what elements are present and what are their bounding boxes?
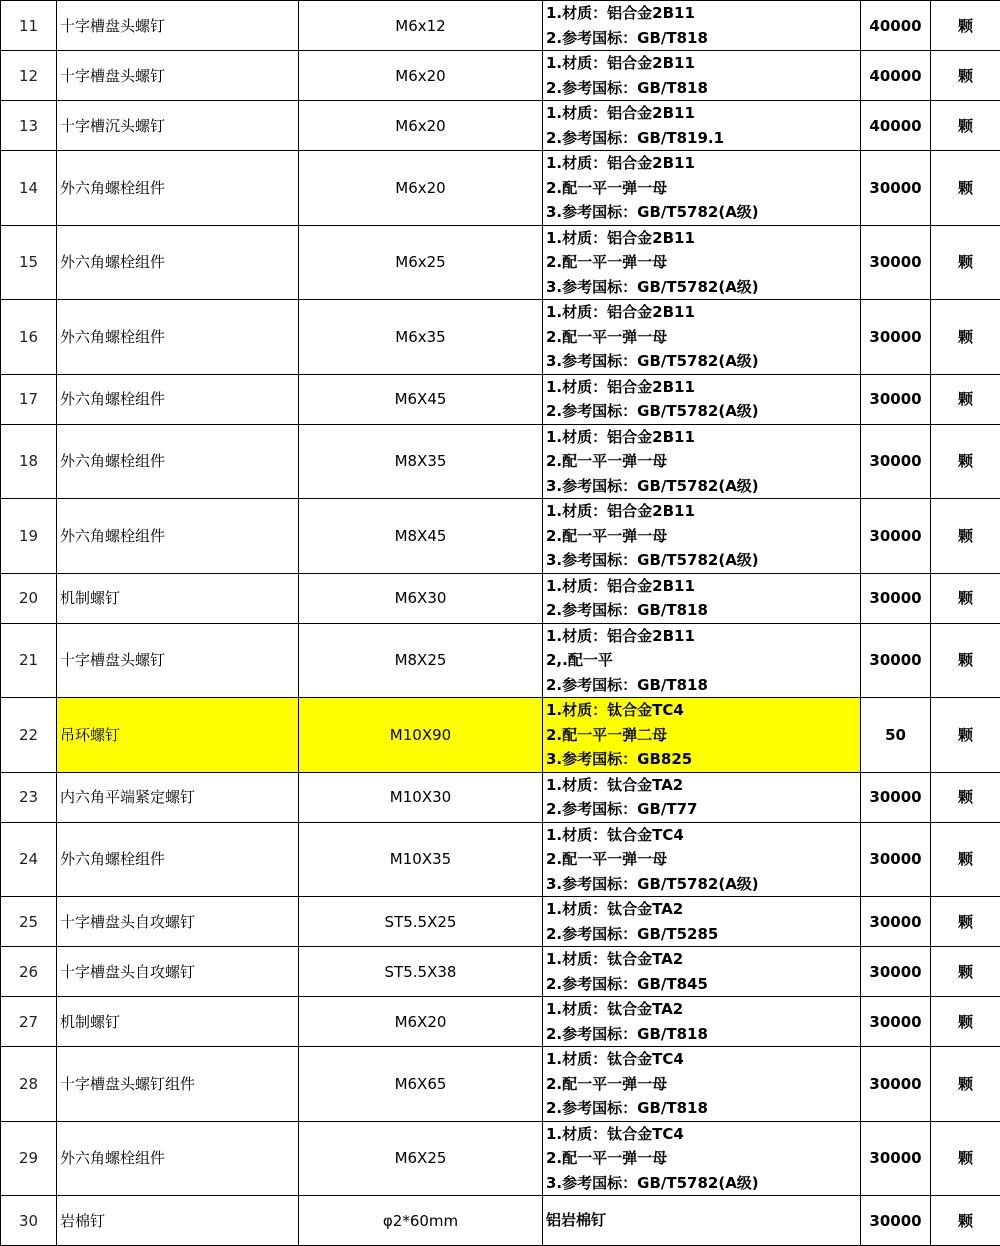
description-line: 2.配一平一弹一母	[546, 325, 857, 350]
row-number-cell[interactable]: 29	[1, 1121, 57, 1196]
item-name-cell[interactable]: 外六角螺栓组件	[57, 424, 299, 499]
description-line: 1.材质：铝合金2B11	[546, 624, 857, 649]
spec-cell[interactable]: M6X45	[299, 374, 543, 424]
quantity-cell[interactable]: 40000	[861, 1, 931, 51]
quantity-cell[interactable]: 30000	[861, 1047, 931, 1122]
item-name-cell[interactable]: 十字槽盘头螺钉	[57, 1, 299, 51]
unit-cell[interactable]: 颗	[931, 623, 1000, 698]
row-number-cell[interactable]: 26	[1, 947, 57, 997]
description-cell[interactable]	[543, 772, 861, 822]
quantity-cell[interactable]: 40000	[861, 101, 931, 151]
unit-cell[interactable]: 颗	[931, 772, 1000, 822]
row-number-cell[interactable]: 20	[1, 573, 57, 623]
item-name-cell[interactable]: 十字槽盘头自攻螺钉	[57, 947, 299, 997]
item-name-cell[interactable]: 机制螺钉	[57, 997, 299, 1047]
item-name-cell[interactable]: 十字槽盘头自攻螺钉	[57, 897, 299, 947]
table-row	[1, 151, 1000, 226]
description-line: 2.配一平一弹一母	[546, 847, 857, 872]
quantity-cell[interactable]: 30000	[861, 374, 931, 424]
row-number-cell[interactable]: 25	[1, 897, 57, 947]
description-cell[interactable]	[543, 1047, 861, 1122]
spec-cell[interactable]: M10X35	[299, 822, 543, 897]
quantity-cell[interactable]: 30000	[861, 1196, 931, 1246]
item-name-cell[interactable]: 外六角螺栓组件	[57, 374, 299, 424]
description-line: 2.参考国标：GB/T845	[546, 972, 857, 997]
spec-cell[interactable]: M6X65	[299, 1047, 543, 1122]
table-body	[1, 1, 1000, 1246]
unit-cell[interactable]: 颗	[931, 1121, 1000, 1196]
item-name-cell[interactable]: 内六角平端紧定螺钉	[57, 772, 299, 822]
quantity-cell[interactable]: 30000	[861, 424, 931, 499]
description-line: 1.材质：铝合金2B11	[546, 375, 857, 400]
row-number-cell[interactable]: 15	[1, 225, 57, 300]
description-cell[interactable]	[543, 822, 861, 897]
unit-cell[interactable]: 颗	[931, 897, 1000, 947]
description-line: 3.参考国标：GB/T5782(A级)	[546, 872, 857, 897]
item-name-cell[interactable]: 外六角螺栓组件	[57, 499, 299, 574]
unit-cell[interactable]: 颗	[931, 151, 1000, 226]
table-row	[1, 225, 1000, 300]
unit-cell[interactable]: 颗	[931, 1196, 1000, 1246]
description-cell[interactable]	[543, 424, 861, 499]
unit-cell[interactable]: 颗	[931, 698, 1000, 773]
description-cell[interactable]	[543, 897, 861, 947]
description-cell[interactable]	[543, 151, 861, 226]
unit-cell[interactable]: 颗	[931, 499, 1000, 574]
description-line: 1.材质：钛合金TC4	[546, 823, 857, 848]
table-row	[1, 424, 1000, 499]
unit-cell[interactable]: 颗	[931, 1, 1000, 51]
description-line: 1.材质：铝合金2B11	[546, 101, 857, 126]
description-line: 3.参考国标：GB/T5782(A级)	[546, 1171, 857, 1196]
description-line: 2.配一平一弹一母	[546, 524, 857, 549]
description-line: 3.参考国标：GB/T5782(A级)	[546, 349, 857, 374]
table-row	[1, 623, 1000, 698]
spec-cell[interactable]: M8X25	[299, 623, 543, 698]
spec-cell[interactable]: M8X45	[299, 499, 543, 574]
table-row	[1, 499, 1000, 574]
row-number-cell[interactable]: 19	[1, 499, 57, 574]
table-row	[1, 300, 1000, 375]
quantity-cell[interactable]: 30000	[861, 573, 931, 623]
description-cell[interactable]	[543, 499, 861, 574]
item-name-cell[interactable]: 外六角螺栓组件	[57, 1121, 299, 1196]
item-name-cell[interactable]: 岩棉钉	[57, 1196, 299, 1246]
table-row	[1, 997, 1000, 1047]
description-line: 3.参考国标：GB/T5782(A级)	[546, 200, 857, 225]
spec-cell[interactable]: M10X30	[299, 772, 543, 822]
row-number-cell[interactable]: 28	[1, 1047, 57, 1122]
quantity-cell[interactable]: 30000	[861, 947, 931, 997]
description-line: 1.材质：钛合金TC4	[546, 1047, 857, 1072]
unit-cell[interactable]: 颗	[931, 101, 1000, 151]
table-row	[1, 374, 1000, 424]
description-line: 2.配一平一弹一母	[546, 176, 857, 201]
quantity-cell[interactable]: 30000	[861, 997, 931, 1047]
row-number-cell[interactable]: 17	[1, 374, 57, 424]
description-line: 1.材质：钛合金TC4	[546, 1122, 857, 1147]
description-line: 3.参考国标：GB/T5782(A级)	[546, 474, 857, 499]
item-name-cell[interactable]: 十字槽沉头螺钉	[57, 101, 299, 151]
description-cell[interactable]	[543, 573, 861, 623]
description-cell[interactable]	[543, 698, 861, 773]
description-cell[interactable]	[543, 374, 861, 424]
spec-cell[interactable]: M6X30	[299, 573, 543, 623]
description-cell[interactable]	[543, 623, 861, 698]
unit-cell[interactable]: 颗	[931, 374, 1000, 424]
spec-cell[interactable]: M10X90	[299, 698, 543, 773]
description-line: 2,.配一平	[546, 648, 857, 673]
quantity-cell[interactable]: 30000	[861, 772, 931, 822]
table-row	[1, 772, 1000, 822]
quantity-cell[interactable]: 30000	[861, 822, 931, 897]
unit-cell[interactable]: 颗	[931, 947, 1000, 997]
item-name-cell[interactable]: 外六角螺栓组件	[57, 225, 299, 300]
item-name-cell[interactable]: 外六角螺栓组件	[57, 300, 299, 375]
description-line: 2.配一平一弹一母	[546, 250, 857, 275]
item-name-cell[interactable]: 十字槽盘头螺钉	[57, 623, 299, 698]
item-name-cell[interactable]: 机制螺钉	[57, 573, 299, 623]
item-name-cell[interactable]: 外六角螺栓组件	[57, 151, 299, 226]
description-line: 1.材质：钛合金TA2	[546, 947, 857, 972]
description-cell[interactable]	[543, 1121, 861, 1196]
table-row	[1, 1121, 1000, 1196]
row-number-cell[interactable]: 23	[1, 772, 57, 822]
row-number-cell[interactable]: 24	[1, 822, 57, 897]
table-row	[1, 573, 1000, 623]
spec-cell[interactable]: M8X35	[299, 424, 543, 499]
description-cell[interactable]	[543, 1, 861, 51]
description-line: 1.材质：钛合金TA2	[546, 773, 857, 798]
item-name-cell[interactable]: 外六角螺栓组件	[57, 822, 299, 897]
description-line: 2.配一平一弹一母	[546, 1146, 857, 1171]
row-number-cell[interactable]: 14	[1, 151, 57, 226]
description-line: 2.参考国标：GB/T5285	[546, 922, 857, 947]
description-line: 1.材质：铝合金2B11	[546, 425, 857, 450]
unit-cell[interactable]: 颗	[931, 573, 1000, 623]
unit-cell[interactable]: 颗	[931, 225, 1000, 300]
spec-cell[interactable]: M6x25	[299, 225, 543, 300]
description-line: 铝岩棉钉	[546, 1208, 857, 1233]
description-line: 2.参考国标：GB/T818	[546, 76, 857, 101]
description-cell[interactable]	[543, 225, 861, 300]
description-line: 1.材质：铝合金2B11	[546, 574, 857, 599]
description-line: 1.材质：钛合金TC4	[546, 698, 857, 723]
table-row	[1, 897, 1000, 947]
description-cell[interactable]	[543, 101, 861, 151]
table-row	[1, 1, 1000, 51]
item-name-cell[interactable]: 吊环螺钉	[57, 698, 299, 773]
quantity-cell[interactable]: 30000	[861, 499, 931, 574]
item-name-cell[interactable]: 十字槽盘头螺钉组件	[57, 1047, 299, 1122]
quantity-cell[interactable]: 30000	[861, 1121, 931, 1196]
description-line: 1.材质：铝合金2B11	[546, 51, 857, 76]
description-cell[interactable]	[543, 1196, 861, 1246]
quantity-cell[interactable]: 30000	[861, 623, 931, 698]
description-line: 2.参考国标：GB/T5782(A级)	[546, 399, 857, 424]
row-number-cell[interactable]: 11	[1, 1, 57, 51]
table-row	[1, 51, 1000, 101]
description-line: 1.材质：钛合金TA2	[546, 997, 857, 1022]
description-cell[interactable]	[543, 947, 861, 997]
row-number-cell[interactable]: 21	[1, 623, 57, 698]
unit-cell[interactable]: 颗	[931, 822, 1000, 897]
spec-cell[interactable]: M6x20	[299, 51, 543, 101]
row-number-cell[interactable]: 12	[1, 51, 57, 101]
description-line: 1.材质：铝合金2B11	[546, 151, 857, 176]
description-line: 2.参考国标：GB/T77	[546, 797, 857, 822]
description-line: 3.参考国标：GB/T5782(A级)	[546, 275, 857, 300]
spec-cell[interactable]: M6x20	[299, 151, 543, 226]
description-line: 2.参考国标：GB/T819.1	[546, 126, 857, 151]
spec-cell[interactable]: φ2*60mm	[299, 1196, 543, 1246]
spec-cell[interactable]: ST5.5X38	[299, 947, 543, 997]
description-line: 1.材质：铝合金2B11	[546, 499, 857, 524]
quantity-cell[interactable]: 30000	[861, 151, 931, 226]
row-number-cell[interactable]: 13	[1, 101, 57, 151]
unit-cell[interactable]: 颗	[931, 1047, 1000, 1122]
description-line: 2.参考国标：GB/T818	[546, 673, 857, 698]
quantity-cell[interactable]: 30000	[861, 300, 931, 375]
description-cell[interactable]	[543, 997, 861, 1047]
row-number-cell[interactable]: 30	[1, 1196, 57, 1246]
description-line: 1.材质：钛合金TA2	[546, 897, 857, 922]
table-row	[1, 698, 1000, 773]
spec-cell[interactable]: ST5.5X25	[299, 897, 543, 947]
unit-cell[interactable]: 颗	[931, 300, 1000, 375]
row-number-cell[interactable]: 27	[1, 997, 57, 1047]
description-line: 3.参考国标：GB/T5782(A级)	[546, 548, 857, 573]
row-number-cell[interactable]: 18	[1, 424, 57, 499]
description-line: 2.配一平一弹二母	[546, 723, 857, 748]
description-line: 2.配一平一弹一母	[546, 449, 857, 474]
description-cell[interactable]	[543, 51, 861, 101]
spec-cell[interactable]: M6x20	[299, 101, 543, 151]
row-number-cell[interactable]: 22	[1, 698, 57, 773]
description-line: 2.参考国标：GB/T818	[546, 598, 857, 623]
spec-cell[interactable]: M6X20	[299, 997, 543, 1047]
description-cell[interactable]	[543, 300, 861, 375]
description-line: 1.材质：铝合金2B11	[546, 300, 857, 325]
table-row	[1, 1196, 1000, 1246]
spec-cell[interactable]: M6x35	[299, 300, 543, 375]
description-line: 1.材质：铝合金2B11	[546, 1, 857, 26]
quantity-cell[interactable]: 30000	[861, 897, 931, 947]
table-row	[1, 1047, 1000, 1122]
quantity-cell[interactable]: 40000	[861, 51, 931, 101]
table-row	[1, 101, 1000, 151]
description-line: 1.材质：铝合金2B11	[546, 226, 857, 251]
table-row	[1, 947, 1000, 997]
description-line: 2.参考国标：GB/T818	[546, 26, 857, 51]
quantity-cell[interactable]: 30000	[861, 225, 931, 300]
spec-cell[interactable]: M6x12	[299, 1, 543, 51]
table-row	[1, 822, 1000, 897]
description-line: 2.参考国标：GB/T818	[546, 1096, 857, 1121]
item-name-cell[interactable]: 十字槽盘头螺钉	[57, 51, 299, 101]
unit-cell[interactable]: 颗	[931, 997, 1000, 1047]
description-line: 3.参考国标：GB825	[546, 747, 857, 772]
unit-cell[interactable]: 颗	[931, 424, 1000, 499]
spec-cell[interactable]: M6X25	[299, 1121, 543, 1196]
quantity-cell[interactable]: 50	[861, 698, 931, 773]
description-line: 2.参考国标：GB/T818	[546, 1022, 857, 1047]
unit-cell[interactable]: 颗	[931, 51, 1000, 101]
description-line: 2.配一平一弹一母	[546, 1072, 857, 1097]
row-number-cell[interactable]: 16	[1, 300, 57, 375]
